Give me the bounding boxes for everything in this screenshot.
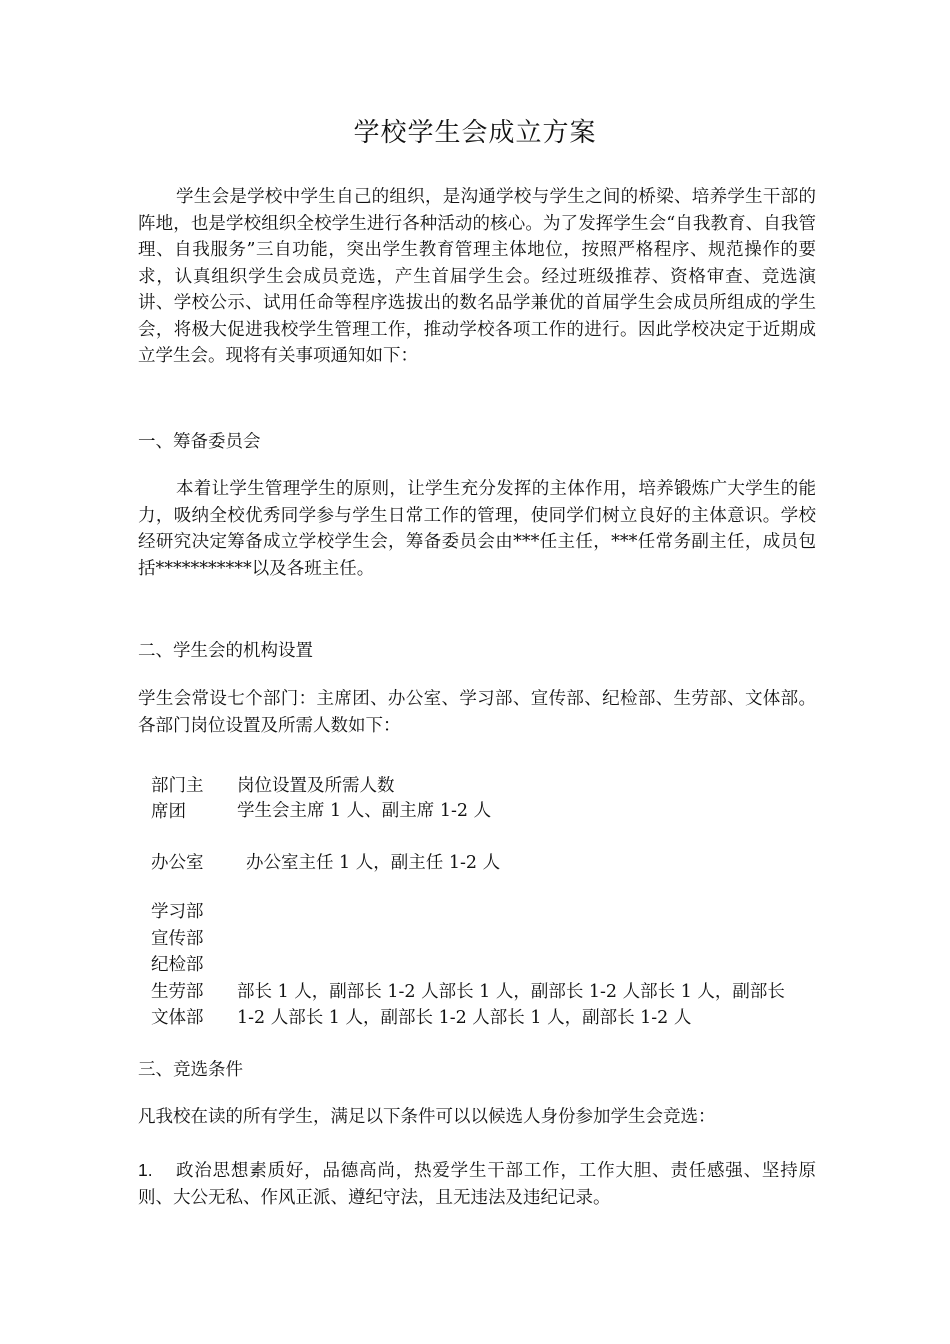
table-dept-study: 学习部	[151, 902, 204, 922]
table-row-office-positions: 办公室主任 1 人，副主任 1-2 人	[246, 853, 501, 873]
organization-paragraph: 学生会常设七个部门：主席团、办公室、学习部、宣传部、纪检部、生劳部、文体部。各部门岗位设置及所需人数如下：	[138, 689, 816, 736]
table-dept-labor: 生劳部	[151, 982, 204, 1002]
table-header-positions: 岗位设置及所需人数	[237, 776, 395, 796]
table-row-presidium-positions: 学生会主席 1 人、副主席 1-2 人	[237, 801, 492, 821]
table-row-depts-positions-line2: 1-2 人部长 1 人，副部长 1-2 人部长 1 人，副部长 1-2 人	[237, 1008, 692, 1028]
section-heading-election-conditions: 三、竞选条件	[138, 1060, 243, 1080]
section-heading-organization: 二、学生会的机构设置	[138, 641, 313, 661]
section-heading-preparatory-committee: 一、筹备委员会	[138, 432, 261, 452]
table-row-depts-positions-line1: 部长 1 人，副部长 1-2 人部长 1 人，副部长 1-2 人部长 1 人，副部长	[237, 982, 785, 1002]
intro-paragraph: 学生会是学校中学生自己的组织，是沟通学校与学生之间的桥梁、培养学生干部的阵地，也是学校组织全校学生进行各种活动的核心。为了发挥学生会“自我教育、自我管理、自我服务”三自功能，突出学生教育管理主体地位，按照严格程序、规范操作的要求，认真组织学生会成员竞选，产生首届学生会。经过班级推荐、资格审查、竞选演讲、学校公示、试用任命等程序选拔出的数名品学兼优的首届学生会成员所组成的学生会，将极大促进我校学生管理工作，推动学校各项工作的进行。因此学校决定于近期成立学生会。现将有关事项通知如下：	[138, 187, 816, 366]
condition-item-1-number: 1.	[138, 1160, 153, 1180]
table-dept-sports: 文体部	[151, 1008, 204, 1028]
condition-item-1-text: 政治思想素质好，品德高尚，热爱学生干部工作，工作大胆、责任感强、坚持原则、大公无私、作风正派、遵纪守法，且无违法及违纪记录。	[138, 1161, 816, 1208]
election-conditions-paragraph: 凡我校在读的所有学生，满足以下条件可以以候选人身份参加学生会竞选：	[138, 1107, 716, 1127]
document-title: 学校学生会成立方案	[353, 118, 597, 148]
table-dept-office: 办公室	[151, 853, 204, 873]
table-header-department-a: 部门主	[151, 776, 204, 796]
table-dept-discipline: 纪检部	[151, 955, 204, 975]
table-header-department-b: 席团	[151, 802, 186, 822]
table-dept-publicity: 宣传部	[151, 929, 204, 949]
preparatory-committee-paragraph: 本着让学生管理学生的原则，让学生充分发挥的主体作用，培养锻炼广大学生的能力，吸纳全校优秀同学参与学生日常工作的管理，使同学们树立良好的主体意识。学校经研究决定筹备成立学校学生会，筹备委员会由***任主任，***任常务副主任，成员包括***********以及各班主任。	[138, 479, 816, 579]
